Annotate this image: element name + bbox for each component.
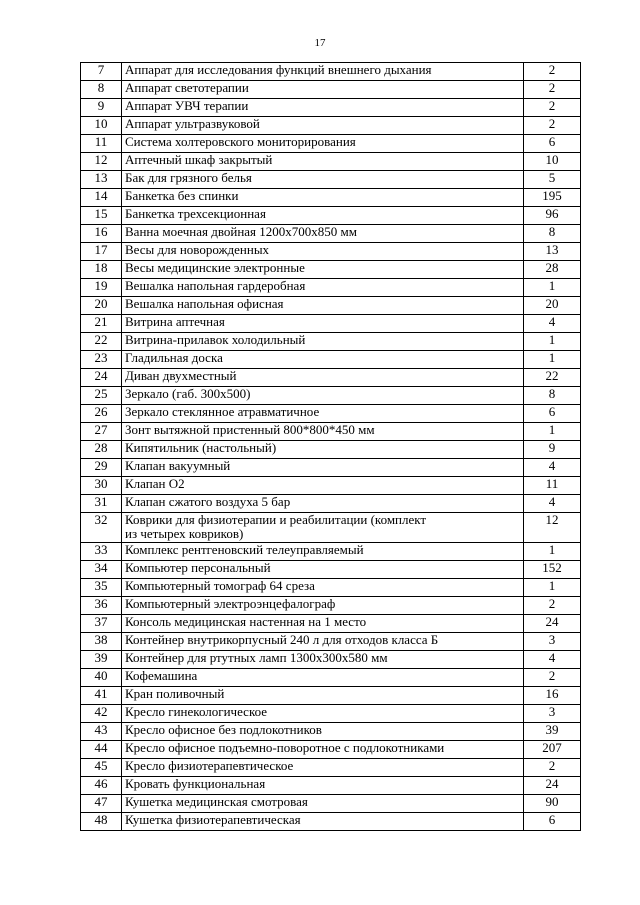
table-row [81, 632, 581, 650]
item-name-cell: Аптечный шкаф закрытый [122, 153, 524, 171]
quantity-cell: 6 [524, 135, 581, 153]
item-name-cell: Зеркало (габ. 300х500) [122, 387, 524, 405]
item-name-cell: Зонт вытяжной пристенный 800*800*450 мм [122, 423, 524, 441]
item-name-cell: Кофемашина [122, 668, 524, 686]
row-number-cell: 20 [81, 297, 122, 315]
table-row [81, 297, 581, 315]
quantity-cell: 3 [524, 704, 581, 722]
quantity-cell: 11 [524, 477, 581, 495]
item-name-cell: Витрина-прилавок холодильный [122, 333, 524, 351]
table-row [81, 495, 581, 513]
quantity-cell: 1 [524, 423, 581, 441]
quantity-cell: 28 [524, 261, 581, 279]
quantity-cell: 1 [524, 279, 581, 297]
item-name-cell: Аппарат светотерапии [122, 81, 524, 99]
quantity-cell: 6 [524, 405, 581, 423]
quantity-cell: 2 [524, 596, 581, 614]
row-number-cell: 43 [81, 722, 122, 740]
item-name-cell: Аппарат УВЧ терапии [122, 99, 524, 117]
row-number-cell: 39 [81, 650, 122, 668]
quantity-cell: 1 [524, 542, 581, 560]
item-name-cell: Ванна моечная двойная 1200х700х850 мм [122, 225, 524, 243]
quantity-cell: 1 [524, 351, 581, 369]
quantity-cell: 2 [524, 758, 581, 776]
quantity-cell: 4 [524, 315, 581, 333]
quantity-cell: 13 [524, 243, 581, 261]
quantity-cell: 90 [524, 794, 581, 812]
item-name-cell: Компьютерный электроэнцефалограф [122, 596, 524, 614]
item-name-cell: Клапан сжатого воздуха 5 бар [122, 495, 524, 513]
quantity-cell: 4 [524, 459, 581, 477]
table-row [81, 405, 581, 423]
quantity-cell: 39 [524, 722, 581, 740]
quantity-cell: 10 [524, 153, 581, 171]
table-row [81, 207, 581, 225]
quantity-cell: 22 [524, 369, 581, 387]
row-number-cell: 44 [81, 740, 122, 758]
item-name-cell: Клапан вакуумный [122, 459, 524, 477]
quantity-cell: 207 [524, 740, 581, 758]
item-name-cell: Компьютер персональный [122, 560, 524, 578]
row-number-cell: 31 [81, 495, 122, 513]
table-row [81, 243, 581, 261]
item-name-cell: Кресло гинекологическое [122, 704, 524, 722]
table-row [81, 225, 581, 243]
item-name-cell: Аппарат для исследования функций внешнего дыхания [122, 63, 524, 81]
row-number-cell: 35 [81, 578, 122, 596]
row-number-cell: 15 [81, 207, 122, 225]
quantity-cell: 8 [524, 225, 581, 243]
table-row [81, 369, 581, 387]
row-number-cell: 32 [81, 513, 122, 543]
table-row [81, 441, 581, 459]
quantity-cell: 24 [524, 614, 581, 632]
row-number-cell: 13 [81, 171, 122, 189]
row-number-cell: 10 [81, 117, 122, 135]
table-row [81, 740, 581, 758]
table-row [81, 812, 581, 830]
quantity-cell: 24 [524, 776, 581, 794]
quantity-cell: 2 [524, 668, 581, 686]
quantity-cell: 9 [524, 441, 581, 459]
item-name-cell: Коврики для физиотерапии и реабилитации (комплект из четырех ковриков) [122, 513, 524, 543]
quantity-cell: 195 [524, 189, 581, 207]
table-row [81, 704, 581, 722]
item-name-cell: Гладильная доска [122, 351, 524, 369]
quantity-cell: 6 [524, 812, 581, 830]
table-row [81, 279, 581, 297]
table-row [81, 189, 581, 207]
item-name-cell: Кипятильник (настольный) [122, 441, 524, 459]
row-number-cell: 17 [81, 243, 122, 261]
table-row [81, 315, 581, 333]
table-row [81, 722, 581, 740]
item-name-cell: Весы для новорожденных [122, 243, 524, 261]
row-number-cell: 28 [81, 441, 122, 459]
quantity-cell: 152 [524, 560, 581, 578]
item-name-cell: Клапан О2 [122, 477, 524, 495]
quantity-cell: 2 [524, 99, 581, 117]
item-name-cell: Кресло физиотерапевтическое [122, 758, 524, 776]
row-number-cell: 26 [81, 405, 122, 423]
item-name-cell: Кровать функциональная [122, 776, 524, 794]
row-number-cell: 48 [81, 812, 122, 830]
item-name-cell: Кресло офисное без подлокотников [122, 722, 524, 740]
row-number-cell: 29 [81, 459, 122, 477]
row-number-cell: 22 [81, 333, 122, 351]
row-number-cell: 7 [81, 63, 122, 81]
item-name-cell: Консоль медицинская настенная на 1 место [122, 614, 524, 632]
table-row [81, 387, 581, 405]
quantity-cell: 20 [524, 297, 581, 315]
table-row [81, 333, 581, 351]
quantity-cell: 3 [524, 632, 581, 650]
item-name-cell: Аппарат ультразвуковой [122, 117, 524, 135]
quantity-cell: 2 [524, 81, 581, 99]
table-row [81, 351, 581, 369]
table-row [81, 650, 581, 668]
quantity-cell: 4 [524, 495, 581, 513]
item-name-cell: Компьютерный томограф 64 среза [122, 578, 524, 596]
table-row [81, 686, 581, 704]
table-row [81, 423, 581, 441]
item-name-cell: Банкетка без спинки [122, 189, 524, 207]
quantity-cell: 16 [524, 686, 581, 704]
quantity-cell: 5 [524, 171, 581, 189]
item-name-cell: Вешалка напольная гардеробная [122, 279, 524, 297]
table-row [81, 171, 581, 189]
table-row [81, 596, 581, 614]
row-number-cell: 46 [81, 776, 122, 794]
item-name-cell: Бак для грязного белья [122, 171, 524, 189]
item-name-cell: Кушетка физиотерапевтическая [122, 812, 524, 830]
table-row [81, 135, 581, 153]
row-number-cell: 21 [81, 315, 122, 333]
row-number-cell: 41 [81, 686, 122, 704]
row-number-cell: 8 [81, 81, 122, 99]
quantity-cell: 2 [524, 63, 581, 81]
table-row [81, 513, 581, 543]
item-name-cell: Банкетка трехсекционная [122, 207, 524, 225]
row-number-cell: 9 [81, 99, 122, 117]
table-row [81, 560, 581, 578]
item-name-cell: Контейнер внутрикорпусный 240 л для отходов класса Б [122, 632, 524, 650]
row-number-cell: 38 [81, 632, 122, 650]
table-row [81, 542, 581, 560]
item-name-cell: Кран поливочный [122, 686, 524, 704]
item-name-cell: Кресло офисное подъемно-поворотное с подлокотниками [122, 740, 524, 758]
table-row [81, 776, 581, 794]
row-number-cell: 23 [81, 351, 122, 369]
row-number-cell: 33 [81, 542, 122, 560]
item-name-cell: Весы медицинские электронные [122, 261, 524, 279]
item-name-cell: Диван двухместный [122, 369, 524, 387]
row-number-cell: 14 [81, 189, 122, 207]
row-number-cell: 30 [81, 477, 122, 495]
item-name-cell: Витрина аптечная [122, 315, 524, 333]
row-number-cell: 42 [81, 704, 122, 722]
item-name-cell: Контейнер для ртутных ламп 1300х300х580 мм [122, 650, 524, 668]
table-row [81, 758, 581, 776]
table-row [81, 668, 581, 686]
table-row [81, 459, 581, 477]
equipment-table-body [81, 63, 581, 831]
item-name-cell: Вешалка напольная офисная [122, 297, 524, 315]
row-number-cell: 25 [81, 387, 122, 405]
table-row [81, 99, 581, 117]
table-row [81, 614, 581, 632]
quantity-cell: 12 [524, 513, 581, 543]
item-name-cell: Кушетка медицинская смотровая [122, 794, 524, 812]
quantity-cell: 2 [524, 117, 581, 135]
table-row [81, 117, 581, 135]
row-number-cell: 27 [81, 423, 122, 441]
table-row [81, 794, 581, 812]
equipment-table [80, 62, 581, 831]
table-row [81, 261, 581, 279]
table-row [81, 477, 581, 495]
row-number-cell: 24 [81, 369, 122, 387]
row-number-cell: 11 [81, 135, 122, 153]
table-row [81, 81, 581, 99]
quantity-cell: 8 [524, 387, 581, 405]
quantity-cell: 4 [524, 650, 581, 668]
item-name-cell: Зеркало стеклянное атравматичное [122, 405, 524, 423]
quantity-cell: 1 [524, 333, 581, 351]
item-name-cell: Комплекс рентгеновский телеуправляемый [122, 542, 524, 560]
row-number-cell: 18 [81, 261, 122, 279]
table-row [81, 578, 581, 596]
row-number-cell: 45 [81, 758, 122, 776]
row-number-cell: 40 [81, 668, 122, 686]
item-name-cell: Система холтеровского мониторирования [122, 135, 524, 153]
row-number-cell: 36 [81, 596, 122, 614]
table-row [81, 63, 581, 81]
row-number-cell: 47 [81, 794, 122, 812]
row-number-cell: 12 [81, 153, 122, 171]
table-row [81, 153, 581, 171]
row-number-cell: 37 [81, 614, 122, 632]
row-number-cell: 19 [81, 279, 122, 297]
quantity-cell: 96 [524, 207, 581, 225]
quantity-cell: 1 [524, 578, 581, 596]
page-number: 17 [314, 37, 326, 49]
row-number-cell: 34 [81, 560, 122, 578]
row-number-cell: 16 [81, 225, 122, 243]
